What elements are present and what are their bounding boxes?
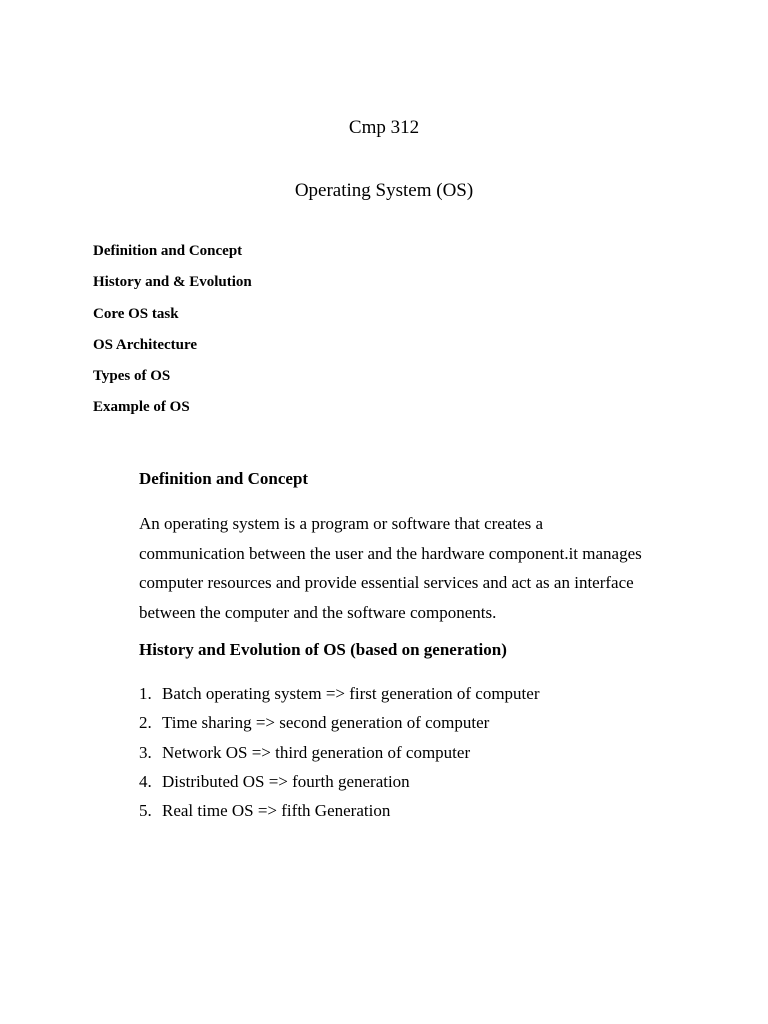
definition-paragraph bbox=[139, 509, 699, 627]
list-number: 2. bbox=[139, 713, 152, 733]
document-title: Operating System (OS) bbox=[294, 180, 474, 201]
list-item bbox=[139, 708, 699, 737]
toc-item: Example of OS bbox=[93, 399, 190, 416]
list-text: Distributed OS => fourth generation bbox=[162, 771, 410, 791]
toc-item: Definition and Concept bbox=[93, 243, 243, 259]
toc-item: Core OS task bbox=[93, 305, 179, 322]
list-number: 1. bbox=[139, 684, 152, 703]
paragraph-line: between the computer and the software components. bbox=[139, 602, 497, 622]
toc-item: History and & Evolution bbox=[93, 274, 252, 291]
list-item bbox=[139, 679, 699, 708]
list-item bbox=[139, 796, 699, 825]
course-code: Cmp 312 bbox=[348, 117, 420, 138]
history-heading: History and Evolution of OS (based on generation) bbox=[139, 640, 507, 659]
generation-list bbox=[139, 679, 699, 825]
definition-heading: Definition and Concept bbox=[139, 469, 309, 488]
table-of-contents bbox=[93, 241, 252, 429]
list-number: 5. bbox=[139, 801, 152, 821]
list-text: Batch operating system => first generation of computer bbox=[162, 684, 540, 703]
definition-section bbox=[139, 468, 699, 627]
toc-item: Types of OS bbox=[93, 368, 171, 385]
history-section bbox=[139, 639, 699, 825]
list-item bbox=[139, 738, 699, 767]
list-text: Real time OS => fifth Generation bbox=[162, 801, 391, 821]
toc-item: OS Architecture bbox=[93, 336, 198, 353]
paragraph-line: computer resources and provide essential services and act as an interface bbox=[139, 573, 634, 592]
list-number: 3. bbox=[139, 742, 152, 762]
list-number: 4. bbox=[139, 771, 152, 791]
list-text: Network OS => third generation of computer bbox=[162, 742, 471, 762]
paragraph-line: An operating system is a program or software that creates a bbox=[139, 514, 544, 533]
paragraph-line: communication between the user and the hardware component.it manages bbox=[139, 543, 642, 563]
list-text: Time sharing => second generation of computer bbox=[162, 713, 490, 733]
list-item bbox=[139, 767, 699, 796]
